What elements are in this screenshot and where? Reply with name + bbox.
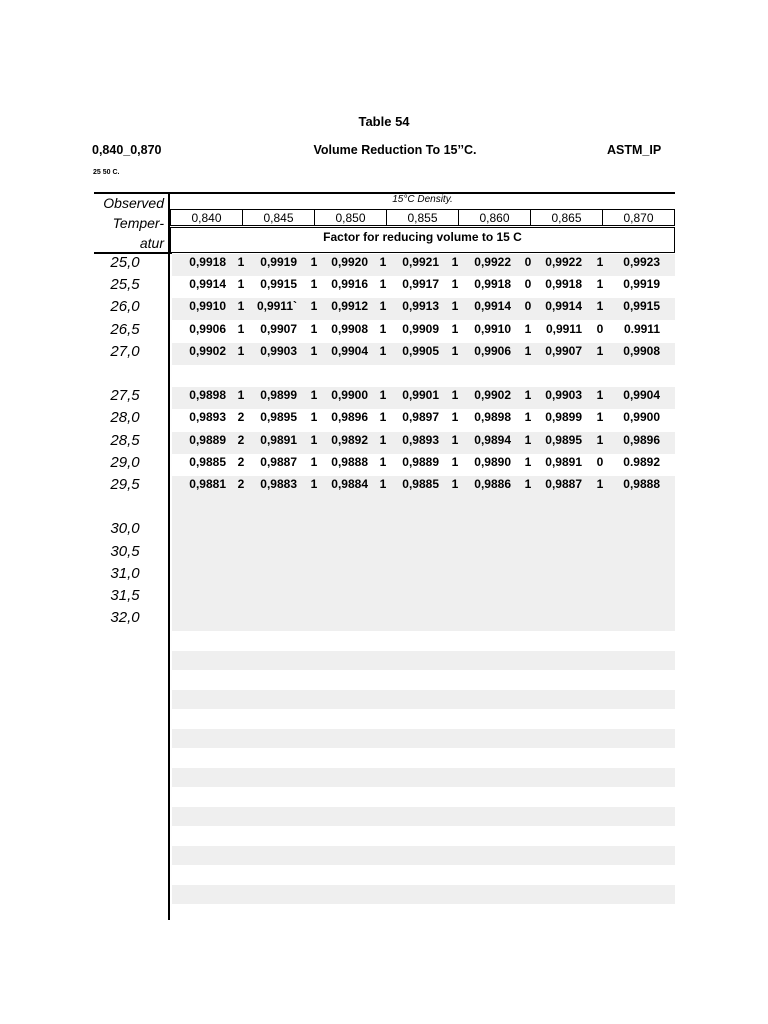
density-0840: 0,840	[171, 210, 243, 225]
stripe-band	[172, 846, 675, 866]
density-0865: 0,865	[531, 210, 603, 225]
observed-temperature: 28,5	[110, 431, 140, 449]
factor-cell: 0,9896	[331, 410, 368, 425]
factor-cell: 0,9886	[474, 477, 511, 491]
difference-cell: 1	[310, 432, 318, 447]
factor-cell: 0,9888	[623, 477, 660, 491]
difference-cell: 0	[596, 454, 604, 469]
difference-cell: 1	[379, 432, 387, 447]
factor-cell: 0,9903	[545, 388, 582, 403]
factor-cell: 0,9905	[402, 343, 439, 358]
factor-cell: 0,9902	[474, 388, 511, 403]
difference-cell: 1	[310, 343, 318, 358]
observed-temperature: 26,5	[110, 320, 140, 338]
difference-cell: 1	[596, 277, 604, 292]
difference-cell: 1	[310, 388, 318, 403]
difference-cell: 1	[524, 454, 532, 469]
factor-cell: 0,9892	[331, 432, 368, 447]
difference-cell: 1	[237, 277, 245, 292]
difference-cell: 0	[524, 255, 532, 269]
factor-cell: 0,9893	[189, 410, 226, 425]
factor-cell: 0,9914	[189, 277, 226, 292]
factor-cell: 0,9903	[260, 343, 297, 358]
difference-cell: 1	[310, 454, 318, 469]
density-0845: 0,845	[243, 210, 315, 225]
factor-cell: 0,9902	[189, 343, 226, 358]
difference-cell: 1	[379, 454, 387, 469]
difference-cell: 1	[237, 343, 245, 358]
difference-cell: 1	[379, 343, 387, 358]
stripe-band	[172, 498, 675, 631]
difference-cell: 0	[596, 321, 604, 336]
stripe-band	[172, 885, 675, 905]
difference-cell: 2	[237, 432, 245, 447]
difference-cell: 0	[524, 277, 532, 292]
difference-cell: 1	[451, 432, 459, 447]
factor-cell: 0,9887	[260, 454, 297, 469]
observed-temperature: 26,0	[110, 298, 140, 316]
factor-cell: 0,9918	[545, 277, 582, 292]
difference-cell: 1	[379, 277, 387, 292]
factor-cell: 0,9883	[260, 477, 297, 491]
factor-cell: 0,9906	[189, 321, 226, 336]
observed-temperature: 29,0	[110, 453, 140, 471]
observed-header-line-3: atur	[139, 235, 164, 251]
density-0870: 0,870	[623, 211, 654, 225]
observed-temperature: 25,0	[110, 254, 140, 271]
observed-temperature: 28,0	[110, 409, 140, 427]
difference-cell: 1	[451, 454, 459, 469]
density-0860: 0,860	[459, 210, 531, 225]
factor-cell: 0,9909	[402, 321, 439, 336]
density-range: 0,840_0,870	[92, 143, 162, 157]
difference-cell: 1	[379, 410, 387, 425]
factor-cell: 0,9904	[331, 343, 368, 358]
factor-cell: 0,9891	[545, 454, 582, 469]
difference-cell: 1	[451, 277, 459, 292]
density-header-row	[170, 209, 675, 226]
difference-cell: 1	[379, 321, 387, 336]
difference-cell: 1	[596, 343, 604, 358]
observed-header-line-2: Temper-	[112, 215, 164, 231]
factor-cell: 0,9907	[545, 343, 582, 358]
difference-cell: 1	[451, 410, 459, 425]
difference-cell: 1	[524, 410, 532, 425]
difference-cell: 1	[451, 299, 459, 314]
stripe-band	[172, 807, 675, 827]
factor-cell: 0,9884	[331, 477, 368, 491]
difference-cell: 1	[310, 299, 318, 314]
standard-label: ASTM_IP	[607, 143, 662, 157]
table-title: Table 54	[358, 114, 410, 129]
factor-cell: 0,9885	[189, 454, 226, 469]
observed-temperature: 30,5	[110, 542, 140, 560]
factor-cell: 0,9911`	[256, 299, 297, 314]
stripe-band	[172, 651, 675, 671]
factor-cell: 0,9910	[474, 321, 511, 336]
factor-cell: 0,9921	[402, 255, 439, 269]
difference-cell: 1	[310, 277, 318, 292]
factor-cell: 0,9904	[623, 388, 660, 403]
factor-cell: 0,9881	[189, 477, 226, 491]
difference-cell: 1	[524, 477, 532, 491]
observed-temperature: 32,0	[110, 609, 140, 627]
stripe-band	[172, 690, 675, 710]
factor-cell: 0,9899	[545, 410, 582, 425]
factor-cell: 0,9917	[402, 277, 439, 292]
difference-cell: 1	[524, 388, 532, 403]
factor-cell: 0,9922	[545, 255, 582, 269]
factor-cell: 0,9900	[331, 388, 368, 403]
factor-cell: 0,9898	[189, 388, 226, 403]
factor-cell: 0,9919	[623, 277, 660, 292]
factor-cell: 0,9887	[545, 477, 582, 491]
factor-cell: 0,9919	[260, 255, 297, 269]
factor-cell: 0,9901	[402, 388, 439, 403]
factor-cell: 0,9922	[474, 255, 511, 269]
factor-cell: 0,9911	[545, 321, 582, 336]
difference-cell: 1	[596, 477, 604, 491]
difference-cell: 1	[596, 255, 604, 269]
factor-cell: 0,9889	[402, 454, 439, 469]
factor-cell: 0,9910	[189, 299, 226, 314]
factor-cell: 0,9914	[545, 299, 582, 314]
factor-cell: 0,9900	[623, 410, 660, 425]
stripe-band	[172, 729, 675, 749]
table-subtitle: Volume Reduction To 15’’C.	[313, 143, 477, 157]
factor-cell: 0,9894	[474, 432, 511, 447]
factor-cell: 0,9888	[331, 454, 368, 469]
factor-cell: 0.9911	[623, 321, 660, 336]
factor-cell: 0,9898	[474, 410, 511, 425]
factor-cell: 0,9914	[474, 299, 511, 314]
difference-cell: 1	[451, 343, 459, 358]
factor-cell: 0,9915	[260, 277, 297, 292]
difference-cell: 1	[451, 388, 459, 403]
difference-cell: 1	[524, 321, 532, 336]
difference-cell: 1	[237, 321, 245, 336]
factor-cell: 0,9906	[474, 343, 511, 358]
observed-temperature: 27,0	[110, 342, 140, 360]
observed-temperature: 30,0	[110, 520, 140, 538]
difference-cell: 1	[524, 343, 532, 358]
factor-cell: 0,9895	[260, 410, 297, 425]
factor-cell: 0,9897	[402, 410, 439, 425]
difference-cell: 1	[310, 255, 318, 269]
difference-cell: 1	[237, 299, 245, 314]
difference-cell: 1	[596, 410, 604, 425]
difference-cell: 2	[237, 477, 245, 491]
difference-cell: 1	[524, 432, 532, 447]
difference-cell: 0	[524, 299, 532, 314]
difference-cell: 1	[596, 299, 604, 314]
difference-cell: 1	[451, 321, 459, 336]
observed-temperature: 31,5	[110, 587, 140, 604]
factor-cell: 0,9891	[260, 432, 297, 447]
factor-cell: 0,9908	[331, 321, 368, 336]
density-0855: 0,855	[387, 210, 459, 225]
observed-temperature: 27,5	[110, 387, 140, 405]
factor-cell: 0,9893	[402, 432, 439, 447]
factor-cell: 0.9892	[623, 454, 660, 469]
density-caption: 15°C Density.	[392, 194, 453, 205]
observed-header-line-1: Observed	[103, 195, 164, 211]
factor-cell: 0,9916	[331, 277, 368, 292]
factor-cell: 0,9918	[189, 255, 226, 269]
difference-cell: 1	[310, 410, 318, 425]
difference-cell: 1	[379, 477, 387, 491]
factor-cell: 0,9912	[331, 299, 368, 314]
difference-cell: 1	[596, 388, 604, 403]
difference-cell: 1	[379, 255, 387, 269]
factor-caption: Factor for reducing volume to 15 C	[170, 227, 675, 253]
factor-cell: 0,9915	[623, 299, 660, 314]
factor-cell: 0,9896	[623, 432, 660, 447]
range-note: 25 50 C.	[93, 169, 120, 176]
factor-cell: 0,9913	[402, 299, 439, 314]
observed-temperature: 29,5	[110, 476, 140, 493]
difference-cell: 1	[237, 388, 245, 403]
observed-temperature: 25,5	[110, 276, 140, 294]
factor-cell: 0,9918	[474, 277, 511, 292]
observed-temperature: 31,0	[110, 564, 140, 582]
difference-cell: 2	[237, 454, 245, 469]
factor-cell: 0,9923	[623, 255, 660, 269]
difference-cell: 1	[596, 432, 604, 447]
factor-cell: 0,9890	[474, 454, 511, 469]
difference-cell: 1	[237, 255, 245, 269]
density-0850: 0,850	[315, 210, 387, 225]
difference-cell: 1	[310, 477, 318, 491]
difference-cell: 1	[379, 299, 387, 314]
difference-cell: 1	[310, 321, 318, 336]
factor-cell: 0,9889	[189, 432, 226, 447]
difference-cell: 2	[237, 410, 245, 425]
stripe-band	[172, 768, 675, 788]
factor-cell: 0,9895	[545, 432, 582, 447]
factor-cell: 0,9920	[331, 255, 368, 269]
difference-cell: 1	[451, 255, 459, 269]
factor-cell: 0,9907	[260, 321, 297, 336]
factor-cell: 0,9899	[260, 388, 297, 403]
difference-cell: 1	[451, 477, 459, 491]
difference-cell: 1	[379, 388, 387, 403]
factor-cell: 0,9908	[623, 343, 660, 358]
factor-cell: 0,9885	[402, 477, 439, 491]
